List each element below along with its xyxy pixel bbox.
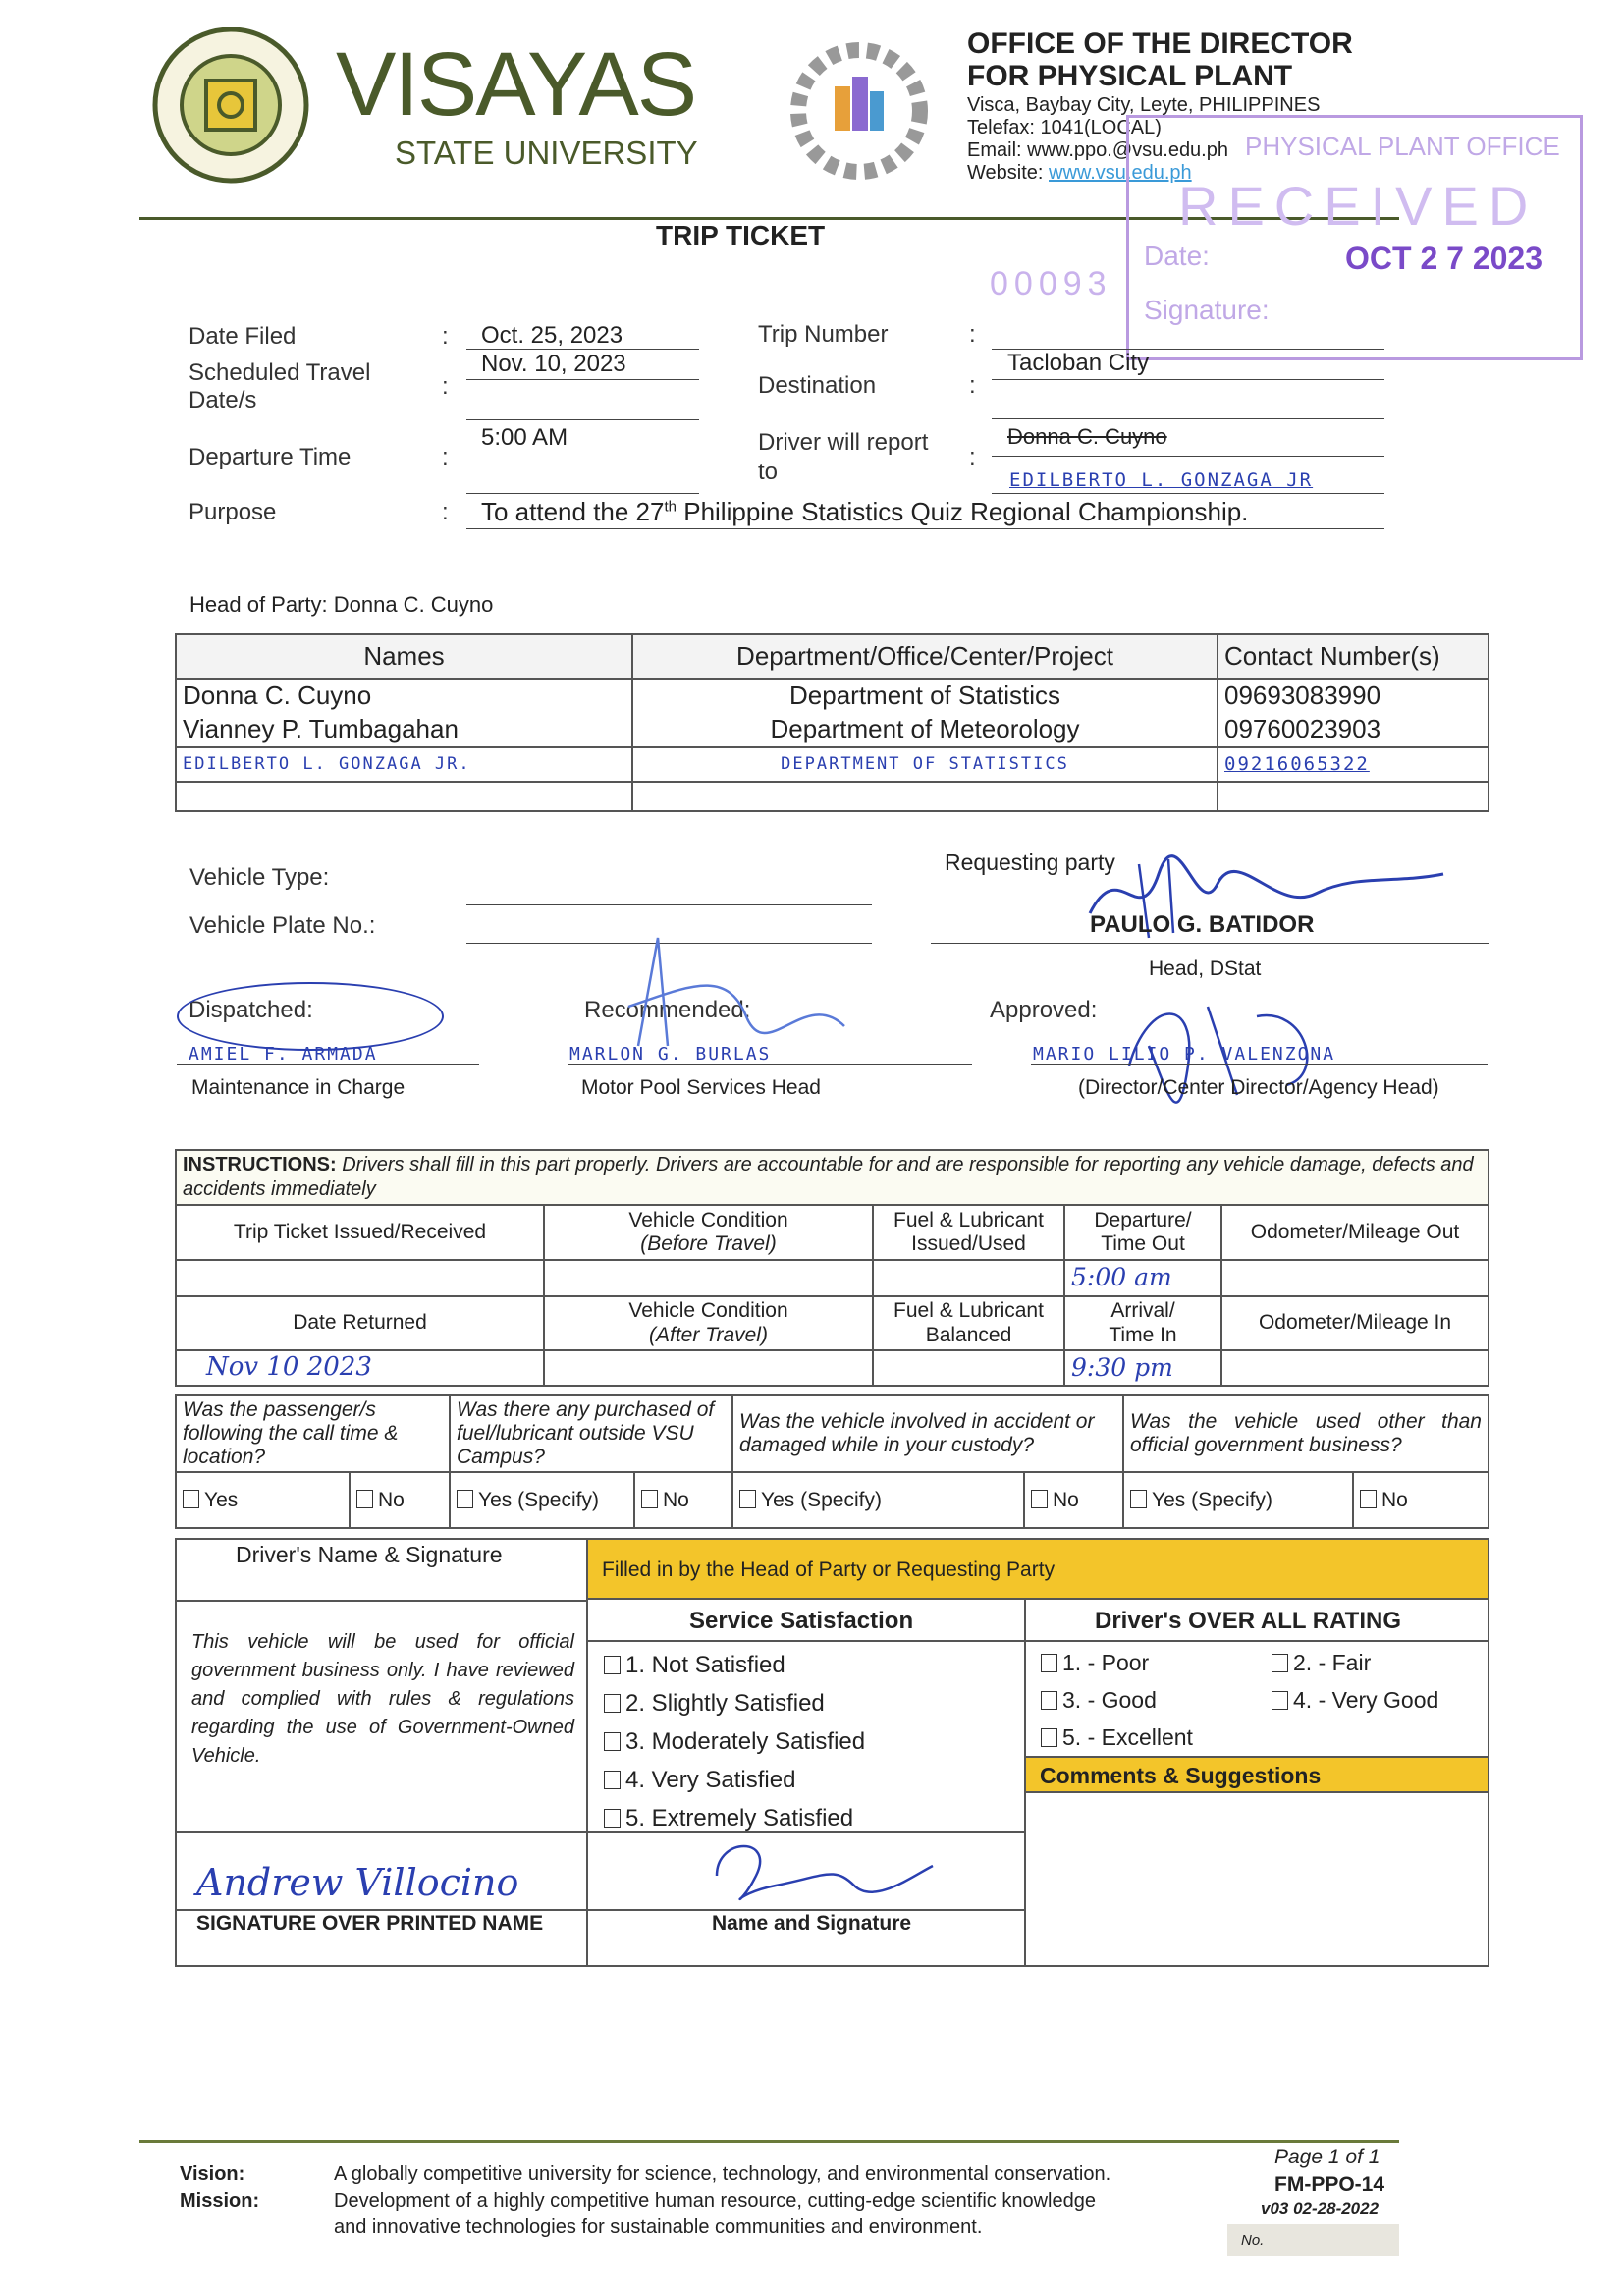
table-row [176, 713, 1489, 747]
checkbox-q4-no[interactable] [1353, 1472, 1489, 1528]
approved-line [1031, 1064, 1488, 1065]
approved-role: (Director/Center Director/Agency Head) [1078, 1076, 1439, 1099]
header-text: Time Out [1101, 1232, 1185, 1255]
checkbox-q2-yes[interactable] [450, 1472, 634, 1528]
driver-report-struck[interactable]: Donna C. Cuyno [1007, 424, 1167, 449]
field-line [992, 493, 1384, 494]
cell-department: Department of Statistics [632, 679, 1218, 713]
instructions-label: INSTRUCTIONS: [183, 1154, 337, 1175]
table-row [176, 679, 1489, 713]
hop-signature-label: Name and Signature [712, 1912, 912, 1935]
header-vehicle-condition-before [544, 1205, 873, 1260]
purpose-sup: th [664, 498, 677, 516]
rating-option[interactable] [1272, 1687, 1438, 1714]
service-option[interactable] [604, 1684, 865, 1722]
checkbox-icon[interactable] [641, 1490, 658, 1508]
control-no-box [1227, 2224, 1399, 2256]
checkbox-icon[interactable] [1272, 1691, 1288, 1710]
option-label: No [1381, 1488, 1408, 1511]
checkbox-icon[interactable] [1031, 1490, 1048, 1508]
cell-odometer-out[interactable] [1221, 1260, 1489, 1296]
cell-condition-after[interactable] [544, 1350, 873, 1386]
dispatched-role: Maintenance in Charge [191, 1076, 406, 1099]
checkbox-icon[interactable] [183, 1490, 199, 1508]
header-text: Issued/Used [911, 1232, 1026, 1255]
rating-label: 2. - Fair [1293, 1650, 1372, 1675]
mission-text-1: Development of a highly competitive human resource, cutting-edge scientific knowledge [334, 2190, 1096, 2212]
travel-date-value[interactable]: Nov. 10, 2023 [481, 351, 626, 377]
dispatched-name: AMIEL F. ARMADA [189, 1044, 378, 1065]
field-line [466, 419, 699, 420]
checkbox-q3-yes[interactable] [732, 1472, 1024, 1528]
rating-title: Driver's OVER ALL RATING [1095, 1608, 1401, 1634]
office-title-2: FOR PHYSICAL PLANT [967, 60, 1293, 92]
header-text: Vehicle Condition [628, 1208, 788, 1231]
brand-subtitle: STATE UNIVERSITY [395, 135, 698, 171]
option-label: No [378, 1488, 405, 1511]
header-text: Fuel & Lubricant [893, 1299, 1044, 1323]
service-label: 3. Moderately Satisfied [625, 1728, 866, 1755]
received-stamp [1126, 115, 1583, 360]
departure-label: Departure Time [189, 444, 352, 470]
purpose-text-rest: Philippine Statistics Quiz Regional Championship. [677, 497, 1249, 526]
website-label: Website: [967, 162, 1049, 184]
question-unofficial-use: Was the vehicle used other than official government business? [1123, 1395, 1489, 1472]
option-label: No [1053, 1488, 1079, 1511]
header-subtext: (Before Travel) [640, 1232, 777, 1255]
header-vehicle-condition-after [544, 1296, 873, 1350]
driver-report-label-1: Driver will report [758, 429, 929, 456]
cell-empty [176, 782, 632, 811]
rating-option[interactable] [1041, 1687, 1157, 1714]
header-text: Arrival/ [1110, 1299, 1175, 1323]
checkbox-icon[interactable] [604, 1771, 621, 1789]
office-address: Visca, Baybay City, Leyte, PHILIPPINES [967, 94, 1321, 116]
stamp-received: RECEIVED [1178, 175, 1539, 237]
cell-name: Donna C. Cuyno [176, 679, 632, 713]
header-subtext: (After Travel) [649, 1323, 768, 1346]
driver-report-label-2: to [758, 459, 779, 485]
vsu-seal-logo [152, 27, 309, 184]
header-text: Vehicle Condition [628, 1299, 788, 1323]
cell-date-returned[interactable]: Nov 10 2023 [176, 1350, 544, 1386]
vehicle-type-line [466, 904, 872, 905]
checkbox-q1-yes[interactable] [176, 1472, 350, 1528]
purpose-value[interactable] [481, 497, 1248, 527]
header-fuel-balanced [873, 1296, 1064, 1350]
service-title: Service Satisfaction [689, 1608, 914, 1634]
form-code: FM-PPO-14 [1274, 2173, 1385, 2196]
service-label: 4. Very Satisfied [625, 1767, 796, 1793]
header-trip-ticket-issued: Trip Ticket Issued/Received [176, 1205, 544, 1260]
service-label: 5. Extremely Satisfied [625, 1805, 854, 1831]
trip-log-table [175, 1149, 1489, 1387]
divider [175, 1831, 1025, 1833]
instructions-text: Drivers shall fill in this part properly. Drivers are accountable for and are responsible for reporting any vehicle damage, defects and accidents immediately [183, 1154, 1474, 1200]
question-fuel-purchase: Was there any purchased of fuel/lubricant outside VSU Campus? [450, 1395, 732, 1472]
checkbox-icon[interactable] [739, 1490, 756, 1508]
hop-banner [588, 1540, 1488, 1600]
driver-signature: Andrew Villocino [196, 1861, 519, 1904]
cell-trip-ticket[interactable] [176, 1260, 544, 1296]
trip-number-label: Trip Number [758, 321, 889, 348]
stamp-date-label: Date: [1144, 241, 1210, 271]
mission-label: Mission: [180, 2190, 260, 2212]
field-line [992, 456, 1384, 457]
mission-text-2: and innovative technologies for sustainable communities and environment. [334, 2216, 983, 2238]
service-label: 1. Not Satisfied [625, 1652, 785, 1678]
requesting-line [931, 943, 1489, 944]
header-date-returned: Date Returned [176, 1296, 544, 1350]
divider [586, 1640, 1489, 1642]
stamp-date: OCT 2 7 2023 [1345, 241, 1543, 276]
service-option[interactable] [604, 1646, 865, 1684]
table-row-empty [176, 782, 1489, 811]
cell-odometer-in[interactable] [1221, 1350, 1489, 1386]
vision-label: Vision: [180, 2163, 245, 2185]
date-filed-value[interactable]: Oct. 25, 2023 [481, 322, 623, 349]
checkbox-icon[interactable] [1272, 1654, 1288, 1672]
checkbox-icon[interactable] [604, 1656, 621, 1674]
checkbox-q3-no[interactable] [1024, 1472, 1123, 1528]
header-fuel-issued [873, 1205, 1064, 1260]
comments-area[interactable] [1026, 1795, 1488, 1965]
cell-department: Department of Meteorology [632, 713, 1218, 747]
service-option[interactable] [604, 1722, 865, 1761]
checkbox-q4-yes[interactable] [1123, 1472, 1353, 1528]
footer-rule [139, 2140, 1399, 2143]
header-departure [1064, 1205, 1221, 1260]
approved-name: MARIO LILIO P. VALENZONA [1033, 1044, 1336, 1065]
dispatched-label: Dispatched: [189, 997, 313, 1023]
approved-label: Approved: [990, 997, 1098, 1023]
question-call-time: Was the passenger/s following the call time & location? [176, 1395, 450, 1472]
brand-name: VISAYAS [336, 34, 696, 135]
comments-header [1026, 1756, 1488, 1793]
cell-fuel-issued[interactable] [873, 1260, 1064, 1296]
header-text: Fuel & Lubricant [893, 1208, 1044, 1231]
recommended-label: Recommended: [584, 997, 751, 1023]
option-label: Yes (Specify) [761, 1488, 882, 1511]
driver-report-handwritten: EDILBERTO L. GONZAGA JR [1009, 469, 1314, 491]
header-text: Balanced [925, 1323, 1012, 1346]
cell-empty [632, 782, 1218, 811]
header-text: Time In [1109, 1323, 1177, 1346]
office-telefax: Telefax: 1041(LOCAL) [967, 117, 1162, 138]
cell-time-in[interactable]: 9:30 pm [1064, 1350, 1221, 1386]
requesting-position: Head, DStat [1149, 957, 1262, 980]
checkbox-q2-no[interactable] [634, 1472, 732, 1528]
ppo-gear-logo [781, 37, 938, 185]
driver-box-title: Driver's Name & Signature [236, 1542, 503, 1567]
field-line [466, 528, 1384, 529]
field-line [466, 349, 699, 350]
option-label: Yes [204, 1488, 239, 1511]
service-option[interactable] [604, 1761, 865, 1799]
colon: : [442, 444, 449, 470]
office-email: Email: www.ppo.@vsu.edu.ph [967, 139, 1228, 161]
cell-fuel-balanced[interactable] [873, 1350, 1064, 1386]
rating-label: 1. - Poor [1062, 1650, 1150, 1675]
vehicle-plate-label: Vehicle Plate No.: [189, 912, 376, 939]
rating-label: 5. - Excellent [1062, 1724, 1193, 1750]
cell-contact: 09760023903 [1218, 713, 1489, 747]
hop-banner-text: Filled in by the Head of Party or Requesting Party [602, 1558, 1056, 1581]
column-header: Contact Number(s) [1218, 634, 1489, 679]
field-line [466, 493, 699, 494]
dispatched-line [177, 1064, 479, 1065]
driver-statement: This vehicle will be used for official government business only. I have reviewed and complied with rules & regulations regarding the use of Government-Owned Vehicle. [191, 1631, 574, 1767]
checkbox-icon[interactable] [457, 1490, 473, 1508]
cell-name: EDILBERTO L. GONZAGA JR. [176, 747, 632, 782]
checkbox-icon[interactable] [1041, 1728, 1057, 1747]
date-filed-label: Date Filed [189, 323, 297, 350]
travel-date-label-2: Date/s [189, 387, 257, 413]
travel-date-label-1: Scheduled Travel [189, 359, 371, 386]
hop-signature [697, 1836, 943, 1920]
head-of-party: Head of Party: Donna C. Cuyno [189, 592, 494, 617]
header-odometer-out: Odometer/Mileage Out [1221, 1205, 1489, 1260]
driver-signature-label: SIGNATURE OVER PRINTED NAME [196, 1912, 544, 1935]
recommended-role: Motor Pool Services Head [581, 1076, 821, 1099]
cell-condition-before[interactable] [544, 1260, 873, 1296]
question-accident: Was the vehicle involved in accident or damaged while in your custody? [732, 1395, 1123, 1472]
party-table [175, 633, 1489, 812]
checkbox-icon[interactable] [604, 1732, 621, 1751]
page-number: Page 1 of 1 [1274, 2146, 1380, 2168]
recommended-name: MARLON G. BURLAS [569, 1044, 772, 1065]
checkbox-icon[interactable] [1041, 1691, 1057, 1710]
cell-empty [1218, 782, 1489, 811]
destination-label: Destination [758, 372, 877, 399]
checkbox-icon[interactable] [604, 1694, 621, 1713]
recommended-line [568, 1064, 972, 1065]
header-odometer-in: Odometer/Mileage In [1221, 1296, 1489, 1350]
form-version: v03 02-28-2022 [1261, 2199, 1380, 2217]
questions-table [175, 1394, 1489, 1529]
destination-value[interactable]: Tacloban City [1007, 350, 1150, 376]
stamp-office: PHYSICAL PLANT OFFICE [1245, 132, 1560, 161]
header-text: Departure/ [1094, 1208, 1192, 1231]
header-arrival [1064, 1296, 1221, 1350]
checkbox-icon[interactable] [1360, 1490, 1377, 1508]
service-label: 2. Slightly Satisfied [625, 1690, 825, 1717]
control-number: 00093 [990, 265, 1112, 302]
service-option[interactable] [604, 1799, 865, 1837]
page-title: TRIP TICKET [656, 220, 826, 250]
purpose-text: To attend the 27 [481, 497, 665, 526]
cell-contact: 09693083990 [1218, 679, 1489, 713]
column-header: Names [176, 634, 632, 679]
rating-label: 3. - Good [1062, 1687, 1157, 1713]
comments-title: Comments & Suggestions [1040, 1763, 1322, 1788]
requesting-party-label: Requesting party [945, 849, 1115, 875]
field-line [992, 379, 1384, 380]
rating-label: 4. - Very Good [1293, 1687, 1439, 1713]
option-label: Yes (Specify) [478, 1488, 599, 1511]
checkbox-icon[interactable] [1130, 1490, 1147, 1508]
vision-text: A globally competitive university for science, technology, and environmental conservation. [334, 2163, 1111, 2185]
colon: : [442, 499, 449, 525]
rating-option[interactable] [1272, 1650, 1371, 1676]
purpose-label: Purpose [189, 499, 277, 525]
colon: : [442, 373, 449, 400]
colon: : [969, 372, 976, 399]
cell-time-out[interactable]: 5:00 am [1064, 1260, 1221, 1296]
divider [586, 1538, 588, 1967]
rating-option[interactable] [1041, 1724, 1193, 1751]
departure-time-value[interactable]: 5:00 AM [481, 424, 568, 451]
requesting-name: PAULO G. BATIDOR [1090, 911, 1315, 938]
divider [175, 1600, 587, 1602]
colon: : [969, 444, 976, 470]
colon: : [969, 321, 976, 348]
dispatched-circle [177, 982, 444, 1051]
option-label: Yes (Specify) [1152, 1488, 1272, 1511]
colon: : [442, 323, 449, 350]
checkbox-icon[interactable] [604, 1809, 621, 1828]
cell-department: DEPARTMENT OF STATISTICS [632, 747, 1218, 782]
service-options [604, 1646, 865, 1837]
no-label: No. [1241, 2232, 1265, 2249]
field-line [466, 379, 699, 380]
cell-name: Vianney P. Tumbagahan [176, 713, 632, 747]
field-line [992, 418, 1384, 419]
rating-option[interactable] [1041, 1650, 1149, 1676]
instructions [176, 1150, 1489, 1205]
office-title-1: OFFICE OF THE DIRECTOR [967, 27, 1353, 60]
stamp-signature-label: Signature: [1144, 295, 1270, 325]
cell-contact: 09216065322 [1218, 747, 1489, 782]
option-label: No [663, 1488, 689, 1511]
checkbox-icon[interactable] [356, 1490, 373, 1508]
checkbox-icon[interactable] [1041, 1654, 1057, 1672]
website-link[interactable]: www.vsu.edu.ph [1049, 162, 1192, 184]
checkbox-q1-no[interactable] [350, 1472, 450, 1528]
column-header: Department/Office/Center/Project [632, 634, 1218, 679]
vehicle-type-label: Vehicle Type: [189, 864, 330, 891]
table-row [176, 747, 1489, 782]
